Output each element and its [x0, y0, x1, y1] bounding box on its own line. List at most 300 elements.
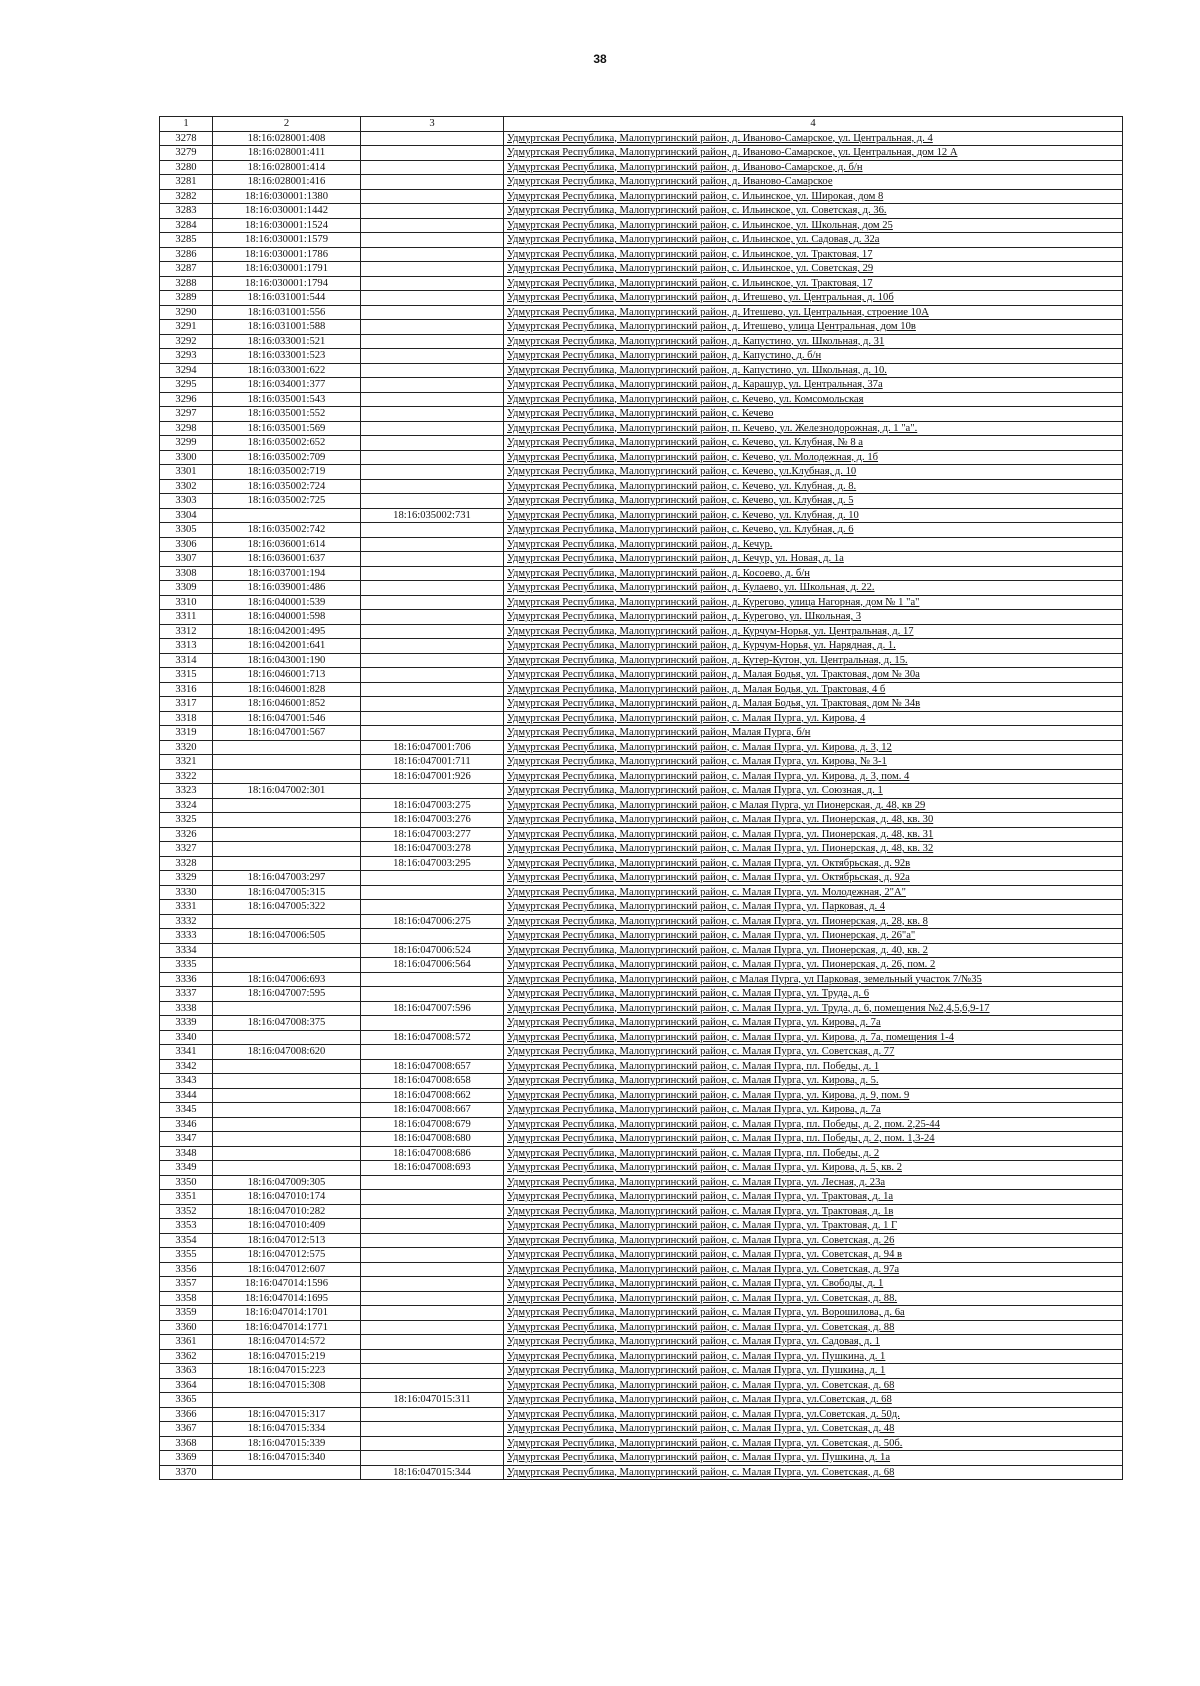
row-number-cell: 3349 — [160, 1161, 213, 1176]
cadastral-number-alt-cell — [361, 885, 504, 900]
address-cell: Удмуртская Республика, Малопургинский район, с. Малая Пурга, ул. Советская, д. 48 — [504, 1422, 1123, 1437]
cadastral-number-alt-cell: 18:16:047015:311 — [361, 1393, 504, 1408]
cadastral-number-cell — [213, 1074, 361, 1089]
cadastral-number-alt-cell — [361, 1204, 504, 1219]
row-number-cell: 3357 — [160, 1277, 213, 1292]
table-row — [160, 1074, 1123, 1089]
cadastral-number-cell: 18:16:047014:1596 — [213, 1277, 361, 1292]
table-row — [160, 1219, 1123, 1234]
cadastral-number-cell: 18:16:047015:334 — [213, 1422, 361, 1437]
cadastral-number-alt-cell — [361, 1407, 504, 1422]
table-row — [160, 407, 1123, 422]
address-cell: Удмуртская Республика, Малопургинский район, с. Малая Пурга, ул. Пионерская, д. 48, кв. 32 — [504, 842, 1123, 857]
table-row — [160, 1248, 1123, 1263]
row-number-cell: 3286 — [160, 247, 213, 262]
cadastral-number-cell — [213, 1146, 361, 1161]
cadastral-number-alt-cell — [361, 392, 504, 407]
cadastral-number-alt-cell: 18:16:047008:572 — [361, 1030, 504, 1045]
cadastral-number-cell: 18:16:028001:408 — [213, 131, 361, 146]
cadastral-number-cell — [213, 1001, 361, 1016]
row-number-cell: 3338 — [160, 1001, 213, 1016]
cadastral-number-cell: 18:16:047005:322 — [213, 900, 361, 915]
table-row — [160, 175, 1123, 190]
cadastral-number-alt-cell: 18:16:047008:658 — [361, 1074, 504, 1089]
row-number-cell: 3308 — [160, 566, 213, 581]
row-number-cell: 3337 — [160, 987, 213, 1002]
table-row — [160, 1161, 1123, 1176]
table-row — [160, 1451, 1123, 1466]
address-cell: Удмуртская Республика, Малопургинский район, с. Малая Пурга, ул. Советская, д. 77 — [504, 1045, 1123, 1060]
cadastral-number-alt-cell: 18:16:047007:596 — [361, 1001, 504, 1016]
address-cell: Удмуртская Республика, Малопургинский район, с. Кечево, ул. Молодежная, д. 1б — [504, 450, 1123, 465]
table-row — [160, 247, 1123, 262]
cadastral-number-alt-cell — [361, 1190, 504, 1205]
cadastral-number-alt-cell — [361, 610, 504, 625]
table-row — [160, 1436, 1123, 1451]
cadastral-number-cell: 18:16:035002:709 — [213, 450, 361, 465]
row-number-cell: 3343 — [160, 1074, 213, 1089]
cadastral-number-cell: 18:16:046001:713 — [213, 668, 361, 683]
row-number-cell: 3368 — [160, 1436, 213, 1451]
row-number-cell: 3316 — [160, 682, 213, 697]
row-number-cell: 3328 — [160, 856, 213, 871]
address-cell: Удмуртская Республика, Малопургинский район, Малая Пурга, б/н — [504, 726, 1123, 741]
address-cell: Удмуртская Республика, Малопургинский район, с. Малая Пурга, ул. Кирова, д. 5. — [504, 1074, 1123, 1089]
row-number-cell: 3362 — [160, 1349, 213, 1364]
cadastral-number-cell — [213, 914, 361, 929]
address-cell: Удмуртская Республика, Малопургинский район, с. Кечево, ул. Клубная, д. 6 — [504, 523, 1123, 538]
table-row — [160, 610, 1123, 625]
cadastral-number-cell: 18:16:030001:1791 — [213, 262, 361, 277]
cadastral-number-alt-cell — [361, 682, 504, 697]
cadastral-number-cell: 18:16:047009:305 — [213, 1175, 361, 1190]
row-number-cell: 3352 — [160, 1204, 213, 1219]
address-cell: Удмуртская Республика, Малопургинский район, с. Малая Пурга, пл. Победы, д. 2, пом. 2,25-44 — [504, 1117, 1123, 1132]
column-header-2: 2 — [213, 117, 361, 132]
address-cell: Удмуртская Республика, Малопургинский район, с. Малая Пурга, пл. Победы, д. 2 — [504, 1146, 1123, 1161]
address-cell: Удмуртская Республика, Малопургинский район, с. Малая Пурга, ул. Пионерская, д. 48, кв. 30 — [504, 813, 1123, 828]
cadastral-number-alt-cell — [361, 1306, 504, 1321]
table-row — [160, 131, 1123, 146]
cadastral-number-alt-cell — [361, 784, 504, 799]
cadastral-number-cell: 18:16:047012:575 — [213, 1248, 361, 1263]
table-row — [160, 987, 1123, 1002]
row-number-cell: 3285 — [160, 233, 213, 248]
cadastral-number-alt-cell: 18:16:047006:275 — [361, 914, 504, 929]
address-cell: Удмуртская Республика, Малопургинский район, с. Малая Пурга, ул. Пионерская, д. 28, кв. 8 — [504, 914, 1123, 929]
cadastral-number-cell: 18:16:028001:411 — [213, 146, 361, 161]
table-row — [160, 233, 1123, 248]
table-row — [160, 363, 1123, 378]
row-number-cell: 3309 — [160, 581, 213, 596]
cadastral-number-alt-cell — [361, 1175, 504, 1190]
table-row — [160, 1233, 1123, 1248]
cadastral-number-cell: 18:16:033001:521 — [213, 334, 361, 349]
column-header-1: 1 — [160, 117, 213, 132]
table-row — [160, 958, 1123, 973]
cadastral-number-alt-cell: 18:16:047006:564 — [361, 958, 504, 973]
address-cell: Удмуртская Республика, Малопургинский район, с. Малая Пурга, пл. Победы, д. 2, пом. 1,3-24 — [504, 1132, 1123, 1147]
address-cell: Удмуртская Республика, Малопургинский район, с. Малая Пурга, ул. Советская, д. 88. — [504, 1291, 1123, 1306]
cadastral-number-alt-cell — [361, 247, 504, 262]
address-cell: Удмуртская Республика, Малопургинский район, с. Малая Пурга, ул. Лесная, д. 23а — [504, 1175, 1123, 1190]
row-number-cell: 3283 — [160, 204, 213, 219]
cadastral-number-cell: 18:16:047014:1695 — [213, 1291, 361, 1306]
cadastral-number-cell: 18:16:047012:513 — [213, 1233, 361, 1248]
table-row — [160, 653, 1123, 668]
address-cell: Удмуртская Республика, Малопургинский район, с. Малая Пурга, ул. Трактовая, д. 1 Г — [504, 1219, 1123, 1234]
row-number-cell: 3358 — [160, 1291, 213, 1306]
cadastral-number-cell: 18:16:047014:572 — [213, 1335, 361, 1350]
cadastral-number-cell: 18:16:035002:725 — [213, 494, 361, 509]
table-row — [160, 639, 1123, 654]
cadastral-number-alt-cell: 18:16:047003:276 — [361, 813, 504, 828]
address-cell: Удмуртская Республика, Малопургинский район, с. Малая Пурга, ул. Труда, д. 6, помещения №2,4,5,6,9-17 — [504, 1001, 1123, 1016]
cadastral-number-alt-cell — [361, 552, 504, 567]
row-number-cell: 3326 — [160, 827, 213, 842]
cadastral-number-alt-cell — [361, 1045, 504, 1060]
cadastral-number-cell — [213, 1030, 361, 1045]
row-number-cell: 3363 — [160, 1364, 213, 1379]
address-cell: Удмуртская Республика, Малопургинский район, с. Малая Пурга, ул. Союзная, д. 1 — [504, 784, 1123, 799]
cadastral-number-alt-cell — [361, 1364, 504, 1379]
address-cell: Удмуртская Республика, Малопургинский район, с. Кечево, ул.Клубная, д. 10 — [504, 465, 1123, 480]
table-row — [160, 755, 1123, 770]
cadastral-number-cell: 18:16:031001:588 — [213, 320, 361, 335]
cadastral-number-alt-cell — [361, 131, 504, 146]
cadastral-number-alt-cell: 18:16:035002:731 — [361, 508, 504, 523]
cadastral-number-cell: 18:16:047006:693 — [213, 972, 361, 987]
cadastral-number-cell: 18:16:035001:543 — [213, 392, 361, 407]
address-cell: Удмуртская Республика, Малопургинский район, с. Малая Пурга, ул. Советская, д. 97а — [504, 1262, 1123, 1277]
table-row — [160, 1088, 1123, 1103]
row-number-cell: 3294 — [160, 363, 213, 378]
row-number-cell: 3365 — [160, 1393, 213, 1408]
cadastral-number-cell — [213, 1465, 361, 1480]
table-row — [160, 537, 1123, 552]
cadastral-number-cell: 18:16:047008:375 — [213, 1016, 361, 1031]
table-row — [160, 349, 1123, 364]
cadastral-number-cell — [213, 508, 361, 523]
address-cell: Удмуртская Республика, Малопургинский район, с. Малая Пурга, ул. Советская, д. 68 — [504, 1465, 1123, 1480]
address-cell: Удмуртская Республика, Малопургинский район, с. Малая Пурга, ул. Кирова, д. 3, пом. 4 — [504, 769, 1123, 784]
address-cell: Удмуртская Республика, Малопургинский район, с. Ильинское, ул. Школьная, дом 25 — [504, 218, 1123, 233]
row-number-cell: 3307 — [160, 552, 213, 567]
table-row — [160, 421, 1123, 436]
row-number-cell: 3300 — [160, 450, 213, 465]
table-row — [160, 305, 1123, 320]
table-row — [160, 972, 1123, 987]
cadastral-number-cell: 18:16:033001:622 — [213, 363, 361, 378]
table-row — [160, 856, 1123, 871]
row-number-cell: 3314 — [160, 653, 213, 668]
address-cell: Удмуртская Республика, Малопургинский район, с. Кечево, ул. Клубная, д. 5 — [504, 494, 1123, 509]
cadastral-number-alt-cell — [361, 624, 504, 639]
cadastral-number-alt-cell — [361, 291, 504, 306]
cadastral-number-alt-cell — [361, 639, 504, 654]
table-row — [160, 508, 1123, 523]
table-row — [160, 276, 1123, 291]
cadastral-number-alt-cell — [361, 726, 504, 741]
table-row — [160, 740, 1123, 755]
cadastral-number-alt-cell — [361, 1016, 504, 1031]
row-number-cell: 3301 — [160, 465, 213, 480]
table-row — [160, 523, 1123, 538]
table-row — [160, 1016, 1123, 1031]
address-cell: Удмуртская Республика, Малопургинский район, с. Малая Пурга, ул. Парковая, д. 4 — [504, 900, 1123, 915]
cadastral-number-alt-cell: 18:16:047003:275 — [361, 798, 504, 813]
address-cell: Удмуртская Республика, Малопургинский район, с. Малая Пурга, ул. Кирова, д. 3, 12 — [504, 740, 1123, 755]
cadastral-number-alt-cell — [361, 711, 504, 726]
cadastral-number-alt-cell — [361, 204, 504, 219]
row-number-cell: 3353 — [160, 1219, 213, 1234]
cadastral-number-alt-cell — [361, 1335, 504, 1350]
table-row — [160, 885, 1123, 900]
address-cell: Удмуртская Республика, Малопургинский район, с. Малая Пурга, ул. Труда, д. 6 — [504, 987, 1123, 1002]
cadastral-number-alt-cell — [361, 566, 504, 581]
table-row — [160, 1378, 1123, 1393]
row-number-cell: 3354 — [160, 1233, 213, 1248]
row-number-cell: 3315 — [160, 668, 213, 683]
cadastral-number-alt-cell — [361, 1451, 504, 1466]
row-number-cell: 3341 — [160, 1045, 213, 1060]
cadastral-number-alt-cell — [361, 1219, 504, 1234]
cadastral-number-cell — [213, 1059, 361, 1074]
cadastral-number-cell: 18:16:047010:174 — [213, 1190, 361, 1205]
table-row — [160, 218, 1123, 233]
cadastral-number-cell: 18:16:030001:1524 — [213, 218, 361, 233]
row-number-cell: 3293 — [160, 349, 213, 364]
row-number-cell: 3340 — [160, 1030, 213, 1045]
table-row — [160, 871, 1123, 886]
row-number-cell: 3311 — [160, 610, 213, 625]
row-number-cell: 3335 — [160, 958, 213, 973]
row-number-cell: 3346 — [160, 1117, 213, 1132]
row-number-cell: 3313 — [160, 639, 213, 654]
row-number-cell: 3342 — [160, 1059, 213, 1074]
row-number-cell: 3331 — [160, 900, 213, 915]
cadastral-number-cell: 18:16:047001:546 — [213, 711, 361, 726]
row-number-cell: 3329 — [160, 871, 213, 886]
address-cell: Удмуртская Республика, Малопургинский район, с. Малая Пурга, ул. Пионерская, д. 26"а" — [504, 929, 1123, 944]
registry-table — [159, 116, 1123, 1480]
address-cell: Удмуртская Республика, Малопургинский район, п. Кечево, ул. Железнодорожная, д. 1 "а". — [504, 421, 1123, 436]
cadastral-number-cell: 18:16:033001:523 — [213, 349, 361, 364]
cadastral-number-cell: 18:16:047008:620 — [213, 1045, 361, 1060]
table-row — [160, 160, 1123, 175]
cadastral-number-cell — [213, 827, 361, 842]
address-cell: Удмуртская Республика, Малопургинский район, с. Малая Пурга, ул. Кирова, д. 7а — [504, 1016, 1123, 1031]
address-cell: Удмуртская Республика, Малопургинский район, с. Малая Пурга, ул. Кирова, д. 5, кв. 2 — [504, 1161, 1123, 1176]
row-number-cell: 3336 — [160, 972, 213, 987]
address-cell: Удмуртская Республика, Малопургинский район, с. Малая Пурга, ул. Садовая, д. 1 — [504, 1335, 1123, 1350]
row-number-cell: 3348 — [160, 1146, 213, 1161]
row-number-cell: 3298 — [160, 421, 213, 436]
cadastral-number-cell: 18:16:040001:539 — [213, 595, 361, 610]
row-number-cell: 3306 — [160, 537, 213, 552]
cadastral-number-alt-cell — [361, 653, 504, 668]
address-cell: Удмуртская Республика, Малопургинский район, с Малая Пурга, ул Парковая, земельный участок 7/№35 — [504, 972, 1123, 987]
cadastral-number-alt-cell — [361, 595, 504, 610]
cadastral-number-cell — [213, 813, 361, 828]
cadastral-number-alt-cell — [361, 1277, 504, 1292]
table-row — [160, 392, 1123, 407]
cadastral-number-cell: 18:16:028001:414 — [213, 160, 361, 175]
row-number-cell: 3333 — [160, 929, 213, 944]
table-row — [160, 450, 1123, 465]
table-row — [160, 479, 1123, 494]
cadastral-number-alt-cell: 18:16:047008:667 — [361, 1103, 504, 1118]
address-cell: Удмуртская Республика, Малопургинский район, с. Кечево, ул. Клубная, № 8 а — [504, 436, 1123, 451]
address-cell: Удмуртская Республика, Малопургинский район, с. Малая Пурга, ул. Советская, д. 50б. — [504, 1436, 1123, 1451]
row-number-cell: 3324 — [160, 798, 213, 813]
table-row — [160, 378, 1123, 393]
row-number-cell: 3359 — [160, 1306, 213, 1321]
cadastral-number-alt-cell — [361, 479, 504, 494]
table-row — [160, 624, 1123, 639]
cadastral-number-alt-cell — [361, 363, 504, 378]
row-number-cell: 3334 — [160, 943, 213, 958]
table-row — [160, 682, 1123, 697]
row-number-cell: 3369 — [160, 1451, 213, 1466]
table-row — [160, 1204, 1123, 1219]
table-row — [160, 146, 1123, 161]
cadastral-number-cell: 18:16:047015:340 — [213, 1451, 361, 1466]
address-cell: Удмуртская Республика, Малопургинский район, д. Капустино, ул. Школьная, д. 31 — [504, 334, 1123, 349]
cadastral-number-cell — [213, 1161, 361, 1176]
address-cell: Удмуртская Республика, Малопургинский район, с. Малая Пурга, ул.Советская, д. 68 — [504, 1393, 1123, 1408]
address-cell: Удмуртская Республика, Малопургинский район, с. Малая Пурга, ул. Пионерская, д. 26, пом. 2 — [504, 958, 1123, 973]
address-cell: Удмуртская Республика, Малопургинский район, с. Ильинское, ул. Трактовая, 17 — [504, 276, 1123, 291]
table-row — [160, 1291, 1123, 1306]
cadastral-number-cell: 18:16:039001:486 — [213, 581, 361, 596]
table-row — [160, 189, 1123, 204]
row-number-cell: 3280 — [160, 160, 213, 175]
cadastral-number-cell — [213, 856, 361, 871]
row-number-cell: 3360 — [160, 1320, 213, 1335]
table-row — [160, 1103, 1123, 1118]
address-cell: Удмуртская Республика, Малопургинский район, с. Малая Пурга, пл. Победы, д. 1 — [504, 1059, 1123, 1074]
row-number-cell: 3366 — [160, 1407, 213, 1422]
address-cell: Удмуртская Республика, Малопургинский район, д. Кечур, ул. Новая, д. 1а — [504, 552, 1123, 567]
address-cell: Удмуртская Республика, Малопургинский район, д. Малая Бодья, ул. Трактовая, 4 б — [504, 682, 1123, 697]
cadastral-number-cell: 18:16:034001:377 — [213, 378, 361, 393]
address-cell: Удмуртская Республика, Малопургинский район, д. Итешево, ул. Центральная, д. 10б — [504, 291, 1123, 306]
address-cell: Удмуртская Республика, Малопургинский район, с. Малая Пурга, ул. Октябрьская, д. 92а — [504, 871, 1123, 886]
address-cell: Удмуртская Республика, Малопургинский район, с Малая Пурга, ул Пионерская, д. 48, кв 29 — [504, 798, 1123, 813]
address-cell: Удмуртская Республика, Малопургинский район, с. Малая Пурга, ул. Советская, д. 26 — [504, 1233, 1123, 1248]
table-row — [160, 900, 1123, 915]
table-row — [160, 1190, 1123, 1205]
table-row — [160, 1335, 1123, 1350]
cadastral-number-alt-cell — [361, 349, 504, 364]
row-number-cell: 3345 — [160, 1103, 213, 1118]
cadastral-number-alt-cell — [361, 1320, 504, 1335]
cadastral-number-cell: 18:16:047015:339 — [213, 1436, 361, 1451]
address-cell: Удмуртская Республика, Малопургинский район, д. Малая Бодья, ул. Трактовая, дом № 34в — [504, 697, 1123, 712]
cadastral-number-cell: 18:16:047010:282 — [213, 1204, 361, 1219]
cadastral-number-cell: 18:16:030001:1794 — [213, 276, 361, 291]
cadastral-number-cell: 18:16:047015:317 — [213, 1407, 361, 1422]
row-number-cell: 3291 — [160, 320, 213, 335]
cadastral-number-alt-cell — [361, 465, 504, 480]
table-row — [160, 798, 1123, 813]
cadastral-number-cell: 18:16:047010:409 — [213, 1219, 361, 1234]
table-row — [160, 827, 1123, 842]
table-row — [160, 726, 1123, 741]
address-cell: Удмуртская Республика, Малопургинский район, д. Капустино, д. б/н — [504, 349, 1123, 364]
row-number-cell: 3323 — [160, 784, 213, 799]
row-number-cell: 3350 — [160, 1175, 213, 1190]
cadastral-number-alt-cell — [361, 972, 504, 987]
table-row — [160, 291, 1123, 306]
table-row — [160, 1059, 1123, 1074]
address-cell: Удмуртская Республика, Малопургинский район, с. Малая Пурга, ул. Пушкина, д. 1а — [504, 1451, 1123, 1466]
cadastral-number-alt-cell — [361, 262, 504, 277]
cadastral-number-alt-cell — [361, 523, 504, 538]
table-row — [160, 914, 1123, 929]
cadastral-number-cell: 18:16:046001:852 — [213, 697, 361, 712]
cadastral-number-cell: 18:16:035002:742 — [213, 523, 361, 538]
address-cell: Удмуртская Республика, Малопургинский район, с. Ильинское, ул. Садовая, д. 32а — [504, 233, 1123, 248]
address-cell: Удмуртская Республика, Малопургинский район, с. Малая Пурга, ул. Кирова, д. 7а, помещения 1-4 — [504, 1030, 1123, 1045]
cadastral-number-cell: 18:16:035002:652 — [213, 436, 361, 451]
row-number-cell: 3299 — [160, 436, 213, 451]
address-cell: Удмуртская Республика, Малопургинский район, д. Курегово, улица Нагорная, дом № 1 "а" — [504, 595, 1123, 610]
address-cell: Удмуртская Республика, Малопургинский район, с. Малая Пурга, ул.Советская, д. 50д. — [504, 1407, 1123, 1422]
row-number-cell: 3287 — [160, 262, 213, 277]
table-header-row — [160, 117, 1123, 132]
cadastral-number-cell — [213, 842, 361, 857]
row-number-cell: 3312 — [160, 624, 213, 639]
cadastral-number-alt-cell: 18:16:047008:693 — [361, 1161, 504, 1176]
cadastral-number-alt-cell — [361, 189, 504, 204]
address-cell: Удмуртская Республика, Малопургинский район, с. Ильинское, ул. Советская, д. 36. — [504, 204, 1123, 219]
cadastral-number-alt-cell: 18:16:047001:706 — [361, 740, 504, 755]
address-cell: Удмуртская Республика, Малопургинский район, д. Курчум-Норья, ул. Центральная, д. 17 — [504, 624, 1123, 639]
cadastral-number-alt-cell — [361, 697, 504, 712]
address-cell: Удмуртская Республика, Малопургинский район, д. Малая Бодья, ул. Трактовая, дом № 30а — [504, 668, 1123, 683]
cadastral-number-cell: 18:16:047015:223 — [213, 1364, 361, 1379]
address-cell: Удмуртская Республика, Малопургинский район, д. Косоево, д. б/н — [504, 566, 1123, 581]
cadastral-number-alt-cell — [361, 668, 504, 683]
cadastral-number-alt-cell: 18:16:047003:278 — [361, 842, 504, 857]
table-row — [160, 1393, 1123, 1408]
address-cell: Удмуртская Республика, Малопургинский район, с. Кечево, ул. Клубная, д. 10 — [504, 508, 1123, 523]
row-number-cell: 3310 — [160, 595, 213, 610]
cadastral-number-cell — [213, 958, 361, 973]
row-number-cell: 3339 — [160, 1016, 213, 1031]
table-body — [160, 131, 1123, 1480]
address-cell: Удмуртская Республика, Малопургинский район, д. Кечур. — [504, 537, 1123, 552]
cadastral-number-alt-cell — [361, 175, 504, 190]
cadastral-number-cell: 18:16:043001:190 — [213, 653, 361, 668]
address-cell: Удмуртская Республика, Малопургинский район, д. Итешево, ул. Центральная, строение 10А — [504, 305, 1123, 320]
page-number: 38 — [593, 52, 607, 66]
cadastral-number-cell: 18:16:035001:569 — [213, 421, 361, 436]
row-number-cell: 3317 — [160, 697, 213, 712]
address-cell: Удмуртская Республика, Малопургинский район, с. Малая Пурга, ул. Трактовая, д. 1а — [504, 1190, 1123, 1205]
cadastral-number-alt-cell — [361, 1378, 504, 1393]
table-row — [160, 1030, 1123, 1045]
cadastral-number-cell: 18:16:042001:495 — [213, 624, 361, 639]
cadastral-number-cell: 18:16:047006:505 — [213, 929, 361, 944]
cadastral-number-cell: 18:16:037001:194 — [213, 566, 361, 581]
address-cell: Удмуртская Республика, Малопургинский район, с. Малая Пурга, ул. Пушкина, д. 1 — [504, 1364, 1123, 1379]
table-row — [160, 1364, 1123, 1379]
row-number-cell: 3289 — [160, 291, 213, 306]
cadastral-number-cell: 18:16:035002:719 — [213, 465, 361, 480]
